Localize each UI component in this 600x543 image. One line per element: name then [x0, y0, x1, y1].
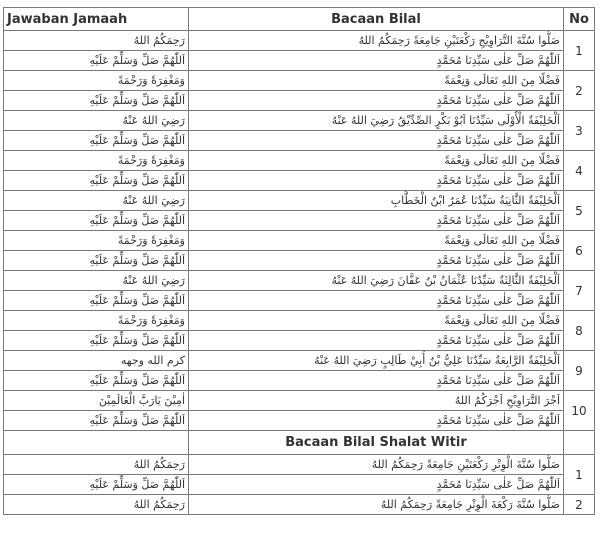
row-number: 2: [564, 495, 595, 515]
bacaan-bilal-cell: اَللّٰهُمَّ صَلِّ عَلٰى سَيِّدِنَا مُحَمَّدٍ: [189, 91, 564, 111]
row-number: 4: [564, 151, 595, 191]
jawaban-jamaah-cell: اَللّٰهُمَّ صَلِّ وَسَلِّمْ عَلَيْهِ: [4, 475, 189, 495]
bacaan-bilal-cell: فَضْلًا مِنَ اللهِ تَعَالَى وَنِعْمَةً: [189, 71, 564, 91]
bacaan-bilal-cell: اَللّٰهُمَّ صَلِّ عَلٰى سَيِّدِنَا مُحَمَّدٍ: [189, 371, 564, 391]
row-number: 2: [564, 71, 595, 111]
bacaan-bilal-cell: اَللّٰهُمَّ صَلِّ عَلٰى سَيِّدِنَا مُحَمَّدٍ: [189, 171, 564, 191]
table-row: [4, 191, 595, 211]
table-row: [4, 331, 595, 351]
table-row: [4, 455, 595, 475]
table-row: [4, 411, 595, 431]
row-number: 8: [564, 311, 595, 351]
bacaan-bilal-cell: اَللّٰهُمَّ صَلِّ عَلٰى سَيِّدِنَا مُحَمَّدٍ: [189, 291, 564, 311]
bacaan-bilal-cell: اَللّٰهُمَّ صَلِّ عَلٰى سَيِّدِنَا مُحَمَّدٍ: [189, 51, 564, 71]
jawaban-jamaah-cell: رَضِيَ اللهُ عَنْهُ: [4, 111, 189, 131]
bacaan-bilal-cell: اَللّٰهُمَّ صَلِّ عَلٰى سَيِّدِنَا مُحَمَّدٍ: [189, 475, 564, 495]
table-row: [4, 151, 595, 171]
table-row: [4, 475, 595, 495]
table-row: [4, 71, 595, 91]
bacaan-bilal-cell: اَللّٰهُمَّ صَلِّ عَلٰى سَيِّدِنَا مُحَمَّدٍ: [189, 331, 564, 351]
header-row: [4, 8, 595, 31]
table-row: [4, 231, 595, 251]
header-bacaan-bilal: Bacaan Bilal: [189, 8, 564, 31]
jawaban-jamaah-cell: اَللّٰهُمَّ صَلِّ وَسَلِّمْ عَلَيْهِ: [4, 411, 189, 431]
jawaban-jamaah-cell: رَضِيَ اللهُ عَنْهُ: [4, 191, 189, 211]
jawaban-jamaah-cell: اَللّٰهُمَّ صَلِّ وَسَلِّمْ عَلَيْهِ: [4, 331, 189, 351]
witir-heading-row: [4, 431, 595, 455]
jawaban-jamaah-cell: رَحِمَكُمُ اللهُ: [4, 31, 189, 51]
witir-section-title: Bacaan Bilal Shalat Witir: [189, 431, 564, 455]
jawaban-jamaah-cell: اَللّٰهُمَّ صَلِّ وَسَلِّمْ عَلَيْهِ: [4, 371, 189, 391]
row-number: 1: [564, 31, 595, 71]
jawaban-jamaah-cell: رَحِمَكُمُ اللهُ: [4, 455, 189, 475]
table-row: [4, 31, 595, 51]
table-row: [4, 251, 595, 271]
table-row: [4, 211, 595, 231]
jawaban-jamaah-cell: وَمَغْفِرَةً وَرَحْمَةً: [4, 311, 189, 331]
row-number: 7: [564, 271, 595, 311]
bacaan-bilal-cell: اَلْخَلِيْفَةُ الرَّابِعَةُ سَيِّدُنَا عَلِيُّ بْنُ أَبِيْ طَالِبٍ رَضِيَ اللهُ عَنْهُ: [189, 351, 564, 371]
jawaban-jamaah-cell: اَللّٰهُمَّ صَلِّ وَسَلِّمْ عَلَيْهِ: [4, 51, 189, 71]
table-row: [4, 495, 595, 515]
bacaan-bilal-cell: صَلُّوا سُنَّةَ الْوِتْرِ رَكْعَتَيْنِ جَامِعَةً رَحِمَكُمُ اللهُ: [189, 455, 564, 475]
bacaan-bilal-cell: فَضْلًا مِنَ اللهِ تَعَالَى وَنِعْمَةً: [189, 311, 564, 331]
table-row: [4, 111, 595, 131]
table-row: [4, 51, 595, 71]
bacaan-bilal-cell: فَضْلًا مِنَ اللهِ تَعَالَى وَنِعْمَةً: [189, 151, 564, 171]
table-row: [4, 351, 595, 371]
row-number: 9: [564, 351, 595, 391]
bacaan-bilal-cell: اَللّٰهُمَّ صَلِّ عَلٰى سَيِّدِنَا مُحَمَّدٍ: [189, 211, 564, 231]
jawaban-jamaah-cell: رَضِيَ اللهُ عَنْهُ: [4, 271, 189, 291]
jawaban-jamaah-cell: رَحِمَكُمُ اللهُ: [4, 495, 189, 515]
bacaan-bilal-cell: صَلُّوا سُنَّةَ التَّرَاوِيْحِ رَكْعَتَيْنِ جَامِعَةً رَحِمَكُمُ اللهُ: [189, 31, 564, 51]
jawaban-jamaah-cell: وَمَغْفِرَةً وَرَحْمَةً: [4, 71, 189, 91]
table-row: [4, 271, 595, 291]
jawaban-jamaah-cell: كرم الله وجهه: [4, 351, 189, 371]
jawaban-jamaah-cell: اٰمِيْنَ يَارَبَّ الْعَالَمِيْنَ: [4, 391, 189, 411]
bacaan-bilal-cell: صَلُّوا سُنَّةَ رَكْعَةَ الْوِتْرِ جَامِعَةً رَحِمَكُمُ اللهُ: [189, 495, 564, 515]
bacaan-bilal-cell: اَللّٰهُمَّ صَلِّ عَلٰى سَيِّدِنَا مُحَمَّدٍ: [189, 251, 564, 271]
jawaban-jamaah-cell: اَللّٰهُمَّ صَلِّ وَسَلِّمْ عَلَيْهِ: [4, 251, 189, 271]
jawaban-jamaah-cell: اَللّٰهُمَّ صَلِّ وَسَلِّمْ عَلَيْهِ: [4, 131, 189, 151]
bacaan-bilal-cell: فَضْلًا مِنَ اللهِ تَعَالَى وَنِعْمَةً: [189, 231, 564, 251]
row-number: 5: [564, 191, 595, 231]
header-no: No: [564, 8, 595, 31]
row-number: 1: [564, 455, 595, 495]
bacaan-bilal-cell: اَلْخَلِيْفَةُ الثَّالِثَةُ سَيِّدُنَا عُثْمَانُ بْنُ عَفَّانَ رَضِيَ اللهُ عَنْهُ: [189, 271, 564, 291]
bilal-tarawih-table: [3, 7, 595, 515]
jawaban-jamaah-cell: اَللّٰهُمَّ صَلِّ وَسَلِّمْ عَلَيْهِ: [4, 211, 189, 231]
row-number: 3: [564, 111, 595, 151]
table-row: [4, 371, 595, 391]
jawaban-jamaah-cell: وَمَغْفِرَةً وَرَحْمَةً: [4, 231, 189, 251]
bacaan-bilal-cell: اَلْخَلِيْفَةُ الثَّانِيَةُ سَيِّدُنَا عُمَرُ ابْنُ الْخَطَّابِ: [189, 191, 564, 211]
jawaban-jamaah-cell: اَللّٰهُمَّ صَلِّ وَسَلِّمْ عَلَيْهِ: [4, 91, 189, 111]
row-number: 10: [564, 391, 595, 431]
bacaan-bilal-cell: اَللّٰهُمَّ صَلِّ عَلٰى سَيِّدِنَا مُحَمَّدٍ: [189, 131, 564, 151]
header-jawaban-jamaah: Jawaban Jamaah: [4, 8, 189, 31]
table-row: [4, 171, 595, 191]
table-row: [4, 291, 595, 311]
table-row: [4, 311, 595, 331]
jawaban-jamaah-cell: اَللّٰهُمَّ صَلِّ وَسَلِّمْ عَلَيْهِ: [4, 291, 189, 311]
table-row: [4, 91, 595, 111]
bacaan-bilal-cell: اَللّٰهُمَّ صَلِّ عَلٰى سَيِّدِنَا مُحَمَّدٍ: [189, 411, 564, 431]
table-row: [4, 391, 595, 411]
jawaban-jamaah-cell: اَللّٰهُمَّ صَلِّ وَسَلِّمْ عَلَيْهِ: [4, 171, 189, 191]
table-row: [4, 131, 595, 151]
bacaan-bilal-cell: اَلْخَلِيْفَةُ الْأُوْلَى سَيِّدُنَا اَبُوْ بَكْرٍ الصِّدِّيْقُ رَضِيَ اللهُ عَنْهُ: [189, 111, 564, 131]
jawaban-jamaah-cell: وَمَغْفِرَةً وَرَحْمَةً: [4, 151, 189, 171]
bacaan-bilal-cell: اَجْرَ التَّرَاوِيْحِ اَجْرَكُمُ اللهُ: [189, 391, 564, 411]
row-number: 6: [564, 231, 595, 271]
